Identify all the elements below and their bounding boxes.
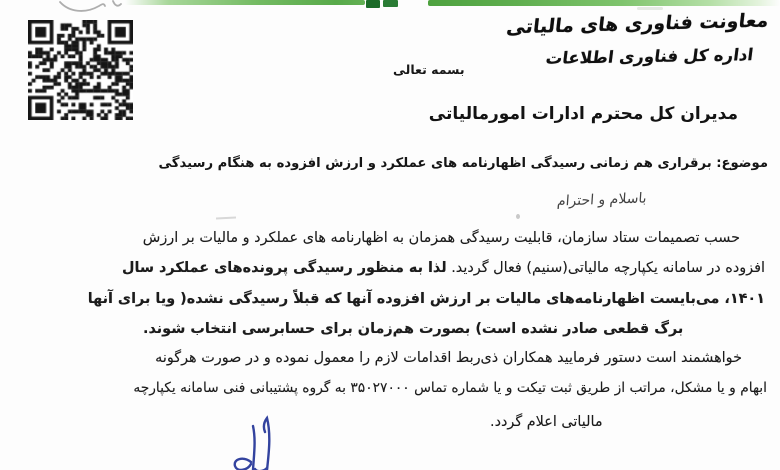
recipient-title: مدیران کل محترم ادارات امورمالیاتی — [428, 104, 738, 124]
letterhead-department-line2: اداره کل فناوری اطلاعات — [544, 45, 755, 68]
body-text-normal: افزوده در سامانه یکپارچه مالیاتی(سنیم) فعال گردید. — [446, 260, 765, 276]
handwritten-mark-icon — [55, 0, 140, 18]
green-header-bar-left — [125, 0, 365, 5]
scan-smudge — [637, 7, 663, 10]
green-header-bar-dark-segment — [366, 0, 380, 8]
scan-noise — [216, 216, 236, 219]
green-header-bar-right — [428, 0, 780, 6]
body-text-bold: لذا به منظور رسیدگی پرونده‌های عملکرد سال — [121, 260, 447, 276]
body-line: ۱۴۰۱، می‌بایست اظهارنامه‌های مالیات بر ارزش افزوده آنها که قبلاً رسیدگی نشده( ویا برای آنها — [87, 291, 765, 307]
green-header-bar-dark-segment — [383, 0, 398, 7]
body-line: خواهشمند است دستور فرمایید همکاران ذی‌ربط اقدامات لازم را معمول نموده و در صورت هرگونه — [155, 350, 742, 366]
signature — [205, 414, 295, 470]
subject-line: موضوع: برقراری هم زمانی رسیدگی اظهارنامه های عملکرد و ارزش افزوده به هنگام رسیدگی — [158, 156, 768, 171]
besmele-text: بسمه تعالی — [393, 62, 465, 77]
body-line: حسب تصمیمات ستاد سازمان، قابلیت رسیدگی همزمان به اظهارنامه های عملکرد و مالیات بر ارزش — [142, 230, 740, 246]
scan-noise — [516, 214, 520, 219]
body-line: ابهام و یا مشکل، مراتب از طریق ثبت تیکت و یا شماره تماس ۳۵۰۲۷۰۰۰ به گروه پشتیبانی فنی سامانه یکپارچه — [133, 380, 767, 396]
body-line — [122, 257, 765, 279]
letterhead-department-line1: معاونت فناوری های مالیاتی — [505, 9, 770, 39]
body-line: مالیاتی اعلام گردد. — [490, 414, 603, 430]
qr-code — [28, 20, 133, 120]
body-line: برگ قطعی صادر نشده است) بصورت هم‌زمان برای حسابرسی انتخاب شوند. — [143, 321, 684, 337]
greeting-handwritten: باسلام و احترام — [556, 190, 648, 210]
